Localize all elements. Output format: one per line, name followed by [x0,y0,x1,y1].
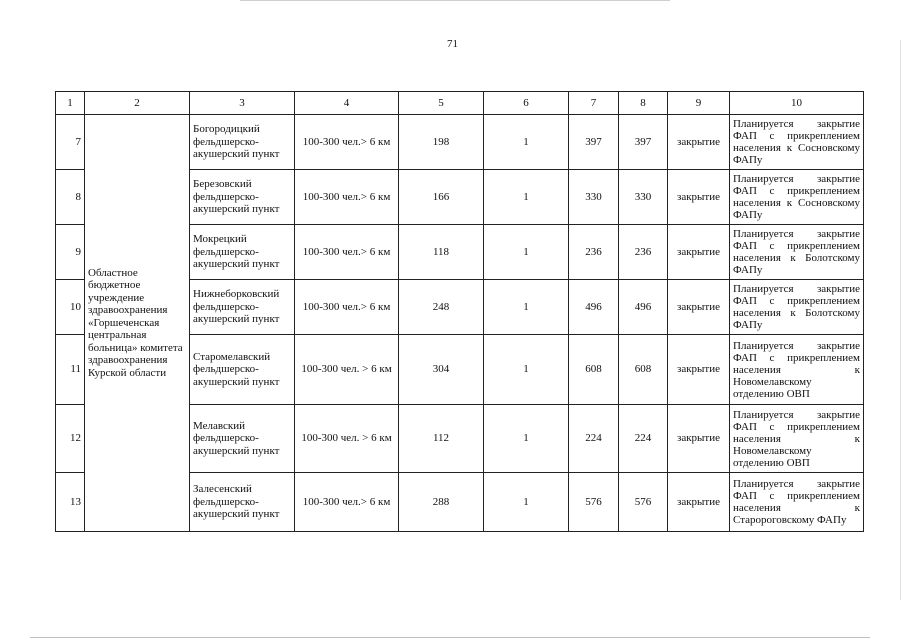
note-cell: Планируется закрытие ФАП с прикреплением населения к Новомелавскому отделению ОВП [730,335,864,405]
note-cell: Планируется закрытие ФАП с прикреплением населения к Болотскому ФАПу [730,225,864,280]
scan-edge-top [240,0,670,1]
column-header: 9 [668,92,730,115]
facility-name: Мелавский фельдшерско-акушерский пункт [190,405,295,473]
value-cell: 496 [619,280,668,335]
column-header: 5 [399,92,484,115]
capacity-cell: 100-300 чел.> 6 км [295,170,399,225]
value-cell: 236 [619,225,668,280]
facility-name: Березовский фельдшерско-акушерский пункт [190,170,295,225]
row-number: 11 [56,335,85,405]
value-cell: 304 [399,335,484,405]
action-cell: закрытие [668,170,730,225]
action-cell: закрытие [668,335,730,405]
column-header: 8 [619,92,668,115]
action-cell: закрытие [668,225,730,280]
value-cell: 1 [484,335,569,405]
facility-name: Нижнеборковский фельдшерско-акушерский пункт [190,280,295,335]
column-header: 4 [295,92,399,115]
facility-name: Залесенский фельдшерско-акушерский пункт [190,473,295,532]
value-cell: 608 [619,335,668,405]
facility-name: Богородицкий фельдшерско-акушерский пункт [190,115,295,170]
value-cell: 288 [399,473,484,532]
scan-edge-bottom [30,637,870,638]
value-cell: 198 [399,115,484,170]
scan-edge-right [900,40,901,600]
value-cell: 224 [569,405,619,473]
value-cell: 248 [399,280,484,335]
capacity-cell: 100-300 чел.> 6 км [295,115,399,170]
value-cell: 166 [399,170,484,225]
column-header: 10 [730,92,864,115]
row-number: 7 [56,115,85,170]
value-cell: 576 [619,473,668,532]
column-header: 1 [56,92,85,115]
note-cell: Планируется закрытие ФАП с прикреплением населения к Старороговскому ФАПу [730,473,864,532]
value-cell: 1 [484,170,569,225]
row-number: 8 [56,170,85,225]
facility-name: Мокрецкий фельдшерско-акушерский пункт [190,225,295,280]
column-header: 2 [85,92,190,115]
row-number: 12 [56,405,85,473]
action-cell: закрытие [668,115,730,170]
value-cell: 1 [484,225,569,280]
column-header: 7 [569,92,619,115]
facility-name: Старомелавский фельдшерско-акушерский пункт [190,335,295,405]
value-cell: 608 [569,335,619,405]
capacity-cell: 100-300 чел. > 6 км [295,405,399,473]
value-cell: 330 [569,170,619,225]
action-cell: закрытие [668,280,730,335]
value-cell: 397 [569,115,619,170]
header-row [56,92,864,115]
value-cell: 224 [619,405,668,473]
value-cell: 236 [569,225,619,280]
value-cell: 330 [619,170,668,225]
note-cell: Планируется закрытие ФАП с прикреплением населения к Сосновскому ФАПу [730,170,864,225]
note-cell: Планируется закрытие ФАП с прикреплением населения к Сосновскому ФАПу [730,115,864,170]
value-cell: 112 [399,405,484,473]
action-cell: закрытие [668,473,730,532]
column-header: 3 [190,92,295,115]
table-row [56,115,864,170]
capacity-cell: 100-300 чел.> 6 км [295,280,399,335]
page-number: 71 [447,38,458,50]
value-cell: 576 [569,473,619,532]
row-number: 13 [56,473,85,532]
value-cell: 118 [399,225,484,280]
capacity-cell: 100-300 чел. > 6 км [295,335,399,405]
value-cell: 1 [484,115,569,170]
organization-name: Областное бюджетное учреждение здравоохранения «Горшеченская центральная больница» комитета здравоохранения Курской области [85,115,190,532]
note-cell: Планируется закрытие ФАП с прикреплением населения к Болотскому ФАПу [730,280,864,335]
value-cell: 1 [484,280,569,335]
capacity-cell: 100-300 чел.> 6 км [295,473,399,532]
value-cell: 1 [484,405,569,473]
facilities-table [55,91,864,532]
action-cell: закрытие [668,405,730,473]
column-header: 6 [484,92,569,115]
row-number: 9 [56,225,85,280]
value-cell: 397 [619,115,668,170]
note-cell: Планируется закрытие ФАП с прикреплением населения к Новомелавскому отделению ОВП [730,405,864,473]
value-cell: 1 [484,473,569,532]
row-number: 10 [56,280,85,335]
value-cell: 496 [569,280,619,335]
capacity-cell: 100-300 чел.> 6 км [295,225,399,280]
